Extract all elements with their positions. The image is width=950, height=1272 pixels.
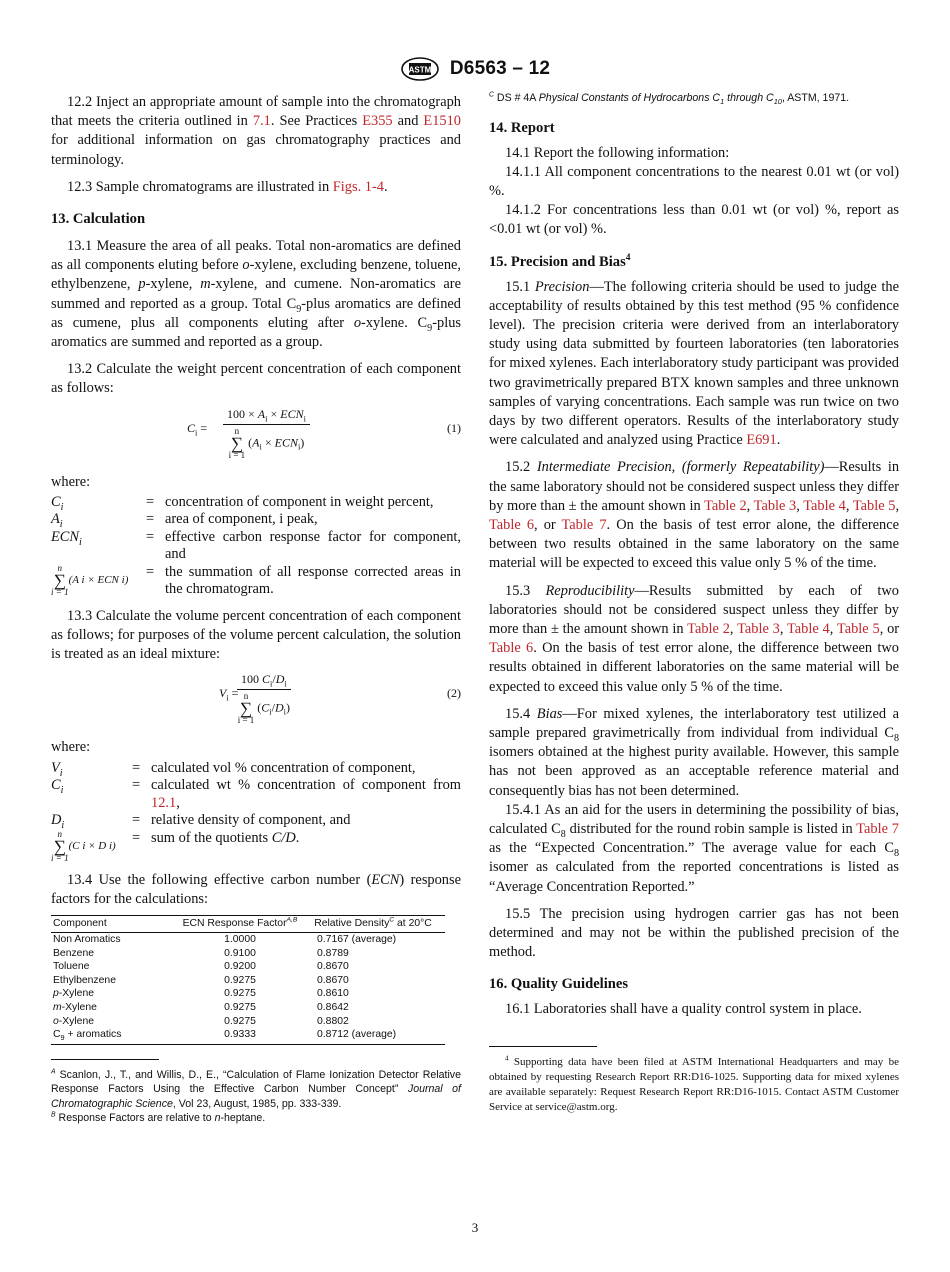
footnote-4: $^4$ Supporting data have been filed at ASTM International Headquarters and may be obtained by requesting Research Report RR:D16-1025. Supporting data for mixed xylenes are available separately: Request Research Report RR:D16-1015. Contact ASTM Customer Service at service@astm.org. [489,1053,899,1114]
footnote-b: $^B$ Response Factors are relative to n-heptane. [51,1111,266,1125]
equation-2-fraction: 100 $C_i/D_i$ n ∑ i = 1 $(C_i/D_i)$ [237,672,290,726]
table-row: p-Xylene 0.9275 0.8610 [53,988,349,1000]
section-15-heading: 15. Precision and Bias$^4$ [489,252,631,270]
column-header-component: Component [51,916,179,933]
link-section-7-1[interactable]: 7.1 [252,113,271,130]
link-figs-1-4[interactable]: Figs. 1-4 [332,178,384,195]
svg-text:ASTM: ASTM [408,65,432,75]
section-16-heading: 16. Quality Guidelines [489,976,629,993]
summation-icon: n ∑ i = 1 [228,425,246,460]
paragraph-13-1: 13.1 Measure the area of all peaks. Total non-aromatics are defined as all components eluting before o-xylene, excluding benzene, toluene, ethylbenzene, p-xylene, m-xylene, and cumene. Non-aromatics are summed and reported as a group. Total $C_9$-plus aromatics are defined as cumene, plus all components eluting after o-xylene. $C_9$-plus aromatics are summed and reported as a group. [51,238,462,351]
table-row: $C_9$ + aromatics 0.9333 0.8712 (average) [51,1028,445,1044]
section-14-heading: 14. Report [489,119,555,136]
footnote-a: $^A$ Scanlon, J., T., and Willis, D., E., “Calculation of Flame Ionization Detector Relative Response Factors Using the Effective Carbon Number Concept” Journal of Chromatographic Science, Vol 23, August, 1985, pp. 333-339. [51,1068,461,1110]
paragraph-13-4: 13.4 Use the following effective carbon number (ECN) response factors for the calculations: [51,871,461,907]
definitions-2 [51,760,461,863]
equation-2: $V_i$ = 100 $C_i/D_i$ n ∑ i = 1 $(C_i/D_i)$ (2) [219,672,461,726]
table-row: Benzene 0.9100 0.8789 [53,947,349,959]
where-label-2: where: [51,739,91,756]
table-row: Toluene 0.9200 0.8670 [53,961,349,973]
equation-1-number: (1) [447,420,461,435]
link-practice-e355[interactable]: E355 [362,113,393,130]
link-table-5[interactable]: Table 5 [836,620,880,637]
table-row: Non Aromatics 1.0000 0.7167 (average) [53,934,397,946]
paragraph-14-1-1: 14.1.1 All component concentrations to the nearest 0.01 wt (or vol) %. [489,163,899,199]
link-table-2[interactable]: Table 2 [687,620,730,637]
table-row: Ethylbenzene 0.9275 0.8670 [53,974,349,986]
link-table-4[interactable]: Table 4 [787,620,830,637]
footnote-c: $^C$ DS # 4A Physical Constants of Hydrocarbons $C_1$ through $C_{10}$, ASTM, 1971. [489,91,850,107]
link-table-6[interactable]: Table 6 [489,640,534,657]
table-row: m-Xylene 0.9275 0.8642 [53,1002,349,1014]
link-practice-e1510[interactable]: E1510 [423,113,461,130]
page-number: 3 [471,1220,479,1235]
paragraph-12-3: 12.3 Sample chromatograms are illustrated in Figs. 1-4. [67,178,388,195]
definition-row: $C_i$ = concentration of component in weight percent, [51,493,434,513]
paragraph-13-3: 13.3 Calculate the volume percent concentration of each component as follows; for purposes of the volume percent calculation, the solution is treated as an ideal mixture: [51,607,461,663]
summation-icon: n ∑ i = 1 [51,828,69,863]
left-column [51,93,461,1126]
paragraph-15-2: 15.2 Intermediate Precision, (formerly Repeatability)—Results in the same laboratory should not be considered suspect unless they differ by more than ± the amount shown in Table 2, Table 3, Table 4, Table 5, Table 6, or Table 7. On the basis of test error alone, the difference between two results obtained in the same laboratory on the same material will be expected to exceed this value only 5 % of the time. [489,459,900,572]
equation-1-fraction: $100 \times A_i \times ECN_i$ n ∑ i = 1 $(A_i \times ECN_i)$ [223,407,310,460]
definition-row: $A_i$ = area of component, i peak, [51,511,318,531]
link-table-3[interactable]: Table 3 [753,497,797,514]
definition-row: $ECN_i$ = effective carbon response factor for component, and [51,528,461,563]
document-designation: D6563 – 12 [449,58,551,79]
link-table-3[interactable]: Table 3 [737,620,780,637]
paragraph-15-5: 15.5 The precision using hydrogen carrier gas has not been determined and may not be within the published precision of the method. [489,905,899,961]
paragraph-16-1: 16.1 Laboratories shall have a quality control system in place. [505,1001,862,1018]
right-column [489,93,899,1115]
link-table-5[interactable]: Table 5 [852,497,896,514]
paragraph-15-3: 15.3 Reproducibility—Results submitted by each of two laboratories should not be considered suspect unless they differ by more than ± the amount shown in Table 2, Table 3, Table 4, Table 5, or Table 6. On the basis of test error alone, the difference between two results obtained in different laboratories on the same material will be expected to exceed this value only 5 % of the time. [489,582,900,695]
definition-row: $V_i$ = calculated vol % concentration of component, [51,759,416,779]
equation-2-number: (2) [447,686,461,701]
definition-row: $C_i$ = calculated wt % concentration of component from 12.1, [51,777,461,811]
paragraph-14-1-2: 14.1.2 For concentrations less than 0.01 wt (or vol) %, report as <0.01 wt (or vol) %. [489,202,899,238]
link-table-2[interactable]: Table 2 [704,497,747,514]
link-section-12-1[interactable]: 12.1 [151,794,177,811]
definitions-1 [51,494,461,599]
ecn-table [51,915,445,1045]
definition-row: n ∑ i = 1(A i × ECN i) = the summation of all response corrected areas in the chromatogram. [51,562,461,598]
paragraph-15-1: 15.1 Precision—The following criteria should be used to judge the acceptability of results obtained by this test method (95 % confidence level). The precision criteria were derived from an interlaboratory study using data submitted by fourteen laboratories (ten laboratories for mixed xylenes. Each interlaboratory study participant was provided two gravimetrically prepared BTX known samples and three unknown samples of varying concentrations. Each sample was run twice on two days by two different operators. Results of the interlaboratory study were calculated and analyzed using Practice E691. [489,278,899,449]
summation-icon: n ∑ i = 1 [237,691,255,726]
link-table-7[interactable]: Table 7 [856,821,899,837]
ecn-table-header [51,916,445,933]
link-practice-e691[interactable]: E691 [746,432,777,449]
column-header-density: Relative Density$^C$ at 20°C [301,916,445,933]
link-table-6[interactable]: Table 6 [489,516,535,533]
section-13-heading: 13. Calculation [51,211,146,228]
link-table-4[interactable]: Table 4 [803,497,846,514]
equation-1: $C_i$ = $100 \times A_i \times ECN_i$ n ∑ i = 1 $(A_i \times ECN_i)$ (1) [187,406,461,460]
column-header-ecn: ECN Response Factor$^{A,B}$ [179,916,301,933]
paragraph-14-1: 14.1 Report the following information: [505,144,730,161]
link-table-7[interactable]: Table 7 [561,516,607,533]
paragraph-15-4: 15.4 Bias—For mixed xylenes, the interlaboratory test utilized a sample prepared gravimetrically from individual from individual $C_8$ isomers obtained at the highest purity available. However, this sample has not been approved as an acceptable reference material and consequently bias has not been determined. [489,705,900,799]
paragraph-12-2: 12.2 Inject an appropriate amount of sample into the chromatograph that meets the criteria outlined in 7.1. See Practices E355 and E1510 for additional information on gas chromatography practices and terminology. [51,94,461,168]
definition-row: n ∑ i = 1(C i × D i) = sum of the quotients C/D. [51,828,300,863]
page-header [0,56,950,82]
definition-row: $D_i$ = relative density of component, and [51,812,351,832]
paragraph-13-2: 13.2 Calculate the weight percent concentration of each component as follows: [51,361,461,397]
astm-logo-icon [400,56,440,82]
paragraph-15-4-1: 15.4.1 As an aid for the users in determining the possibility of bias, calculated $C_8$ distributed for the round robin sample is listed in Table 7 as the “Expected Concentration.” The average value for each $C_8$ isomer as calculated from the reported concentrations is listed as “Average Concentration Reported.” [489,801,899,895]
where-label-1: where: [51,473,91,490]
table-row: o-Xylene 0.9275 0.8802 [53,1015,349,1027]
summation-icon: n ∑ i = 1 [51,562,69,597]
